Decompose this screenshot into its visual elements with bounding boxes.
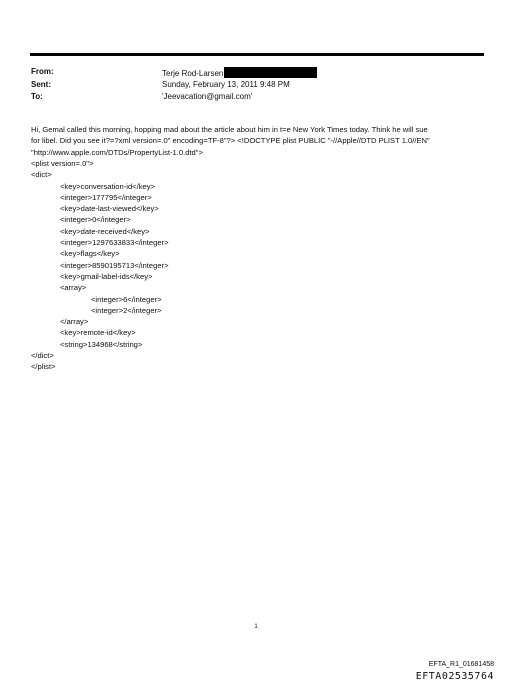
- bates-number-secondary: EFTA02535764: [415, 671, 494, 682]
- plist-line: <key>conversation-id</key>: [60, 181, 155, 191]
- bates-number-primary: EFTA_R1_01681458: [428, 661, 494, 668]
- to-label: To:: [31, 92, 43, 101]
- plist-line: </plist>: [31, 362, 56, 372]
- to-value: 'Jeevacation@gmail.com': [162, 92, 253, 101]
- plist-line: <dict>: [31, 170, 52, 180]
- body-line: "http://www.apple.com/DTDs/PropertyList-1.0.dtd">: [31, 147, 203, 157]
- plist-line: <integer>0</integer>: [60, 215, 131, 225]
- sent-label: Sent:: [31, 80, 51, 89]
- plist-line: <integer>6</integer>: [91, 294, 162, 304]
- body-line: Hi, Gemal called this morning, hopping mad about the article about him in t=e New York Times today. Think he will sue: [31, 125, 428, 134]
- from-value: [162, 67, 317, 79]
- header-rule: [30, 53, 484, 56]
- body-line: for libel. Did you see it?=?xml version=.0" encoding=TF-8"?> <!DOCTYPE plist PUBLIC "-//Apple//DTD PLIST 1.0//EN": [31, 136, 430, 146]
- plist-line: <key>flags</key>: [60, 249, 120, 259]
- page-number: 1: [254, 624, 258, 630]
- plist-line: <integer>1297633833</integer>: [60, 238, 169, 248]
- sender-name: Terje Rod-Larsen: [162, 69, 224, 78]
- plist-line: </array>: [60, 317, 89, 327]
- plist-line: <integer>2</integer>: [91, 305, 162, 315]
- plist-line: <key>date-last-viewed</key>: [60, 204, 159, 214]
- plist-line: <key>remote-id</key>: [60, 328, 136, 338]
- plist-block: [31, 158, 169, 373]
- plist-line: </dict>: [31, 351, 54, 361]
- plist-line: <array>: [60, 283, 87, 293]
- plist-line: <integer>8590195713</integer>: [60, 260, 169, 270]
- plist-line: <key>gmail-label-ids</key>: [60, 271, 153, 281]
- sent-value: Sunday, February 13, 2011 9:48 PM: [162, 80, 290, 89]
- plist-line: <string>134968</string>: [60, 339, 143, 349]
- plist-line: <plist version=.0">: [31, 159, 94, 168]
- email-body: [31, 124, 491, 158]
- plist-line: <key>date-received</key>: [60, 226, 150, 236]
- plist-line: <integer>177795</integer>: [60, 192, 152, 202]
- from-label: From:: [31, 67, 54, 76]
- redaction-box: [224, 67, 317, 78]
